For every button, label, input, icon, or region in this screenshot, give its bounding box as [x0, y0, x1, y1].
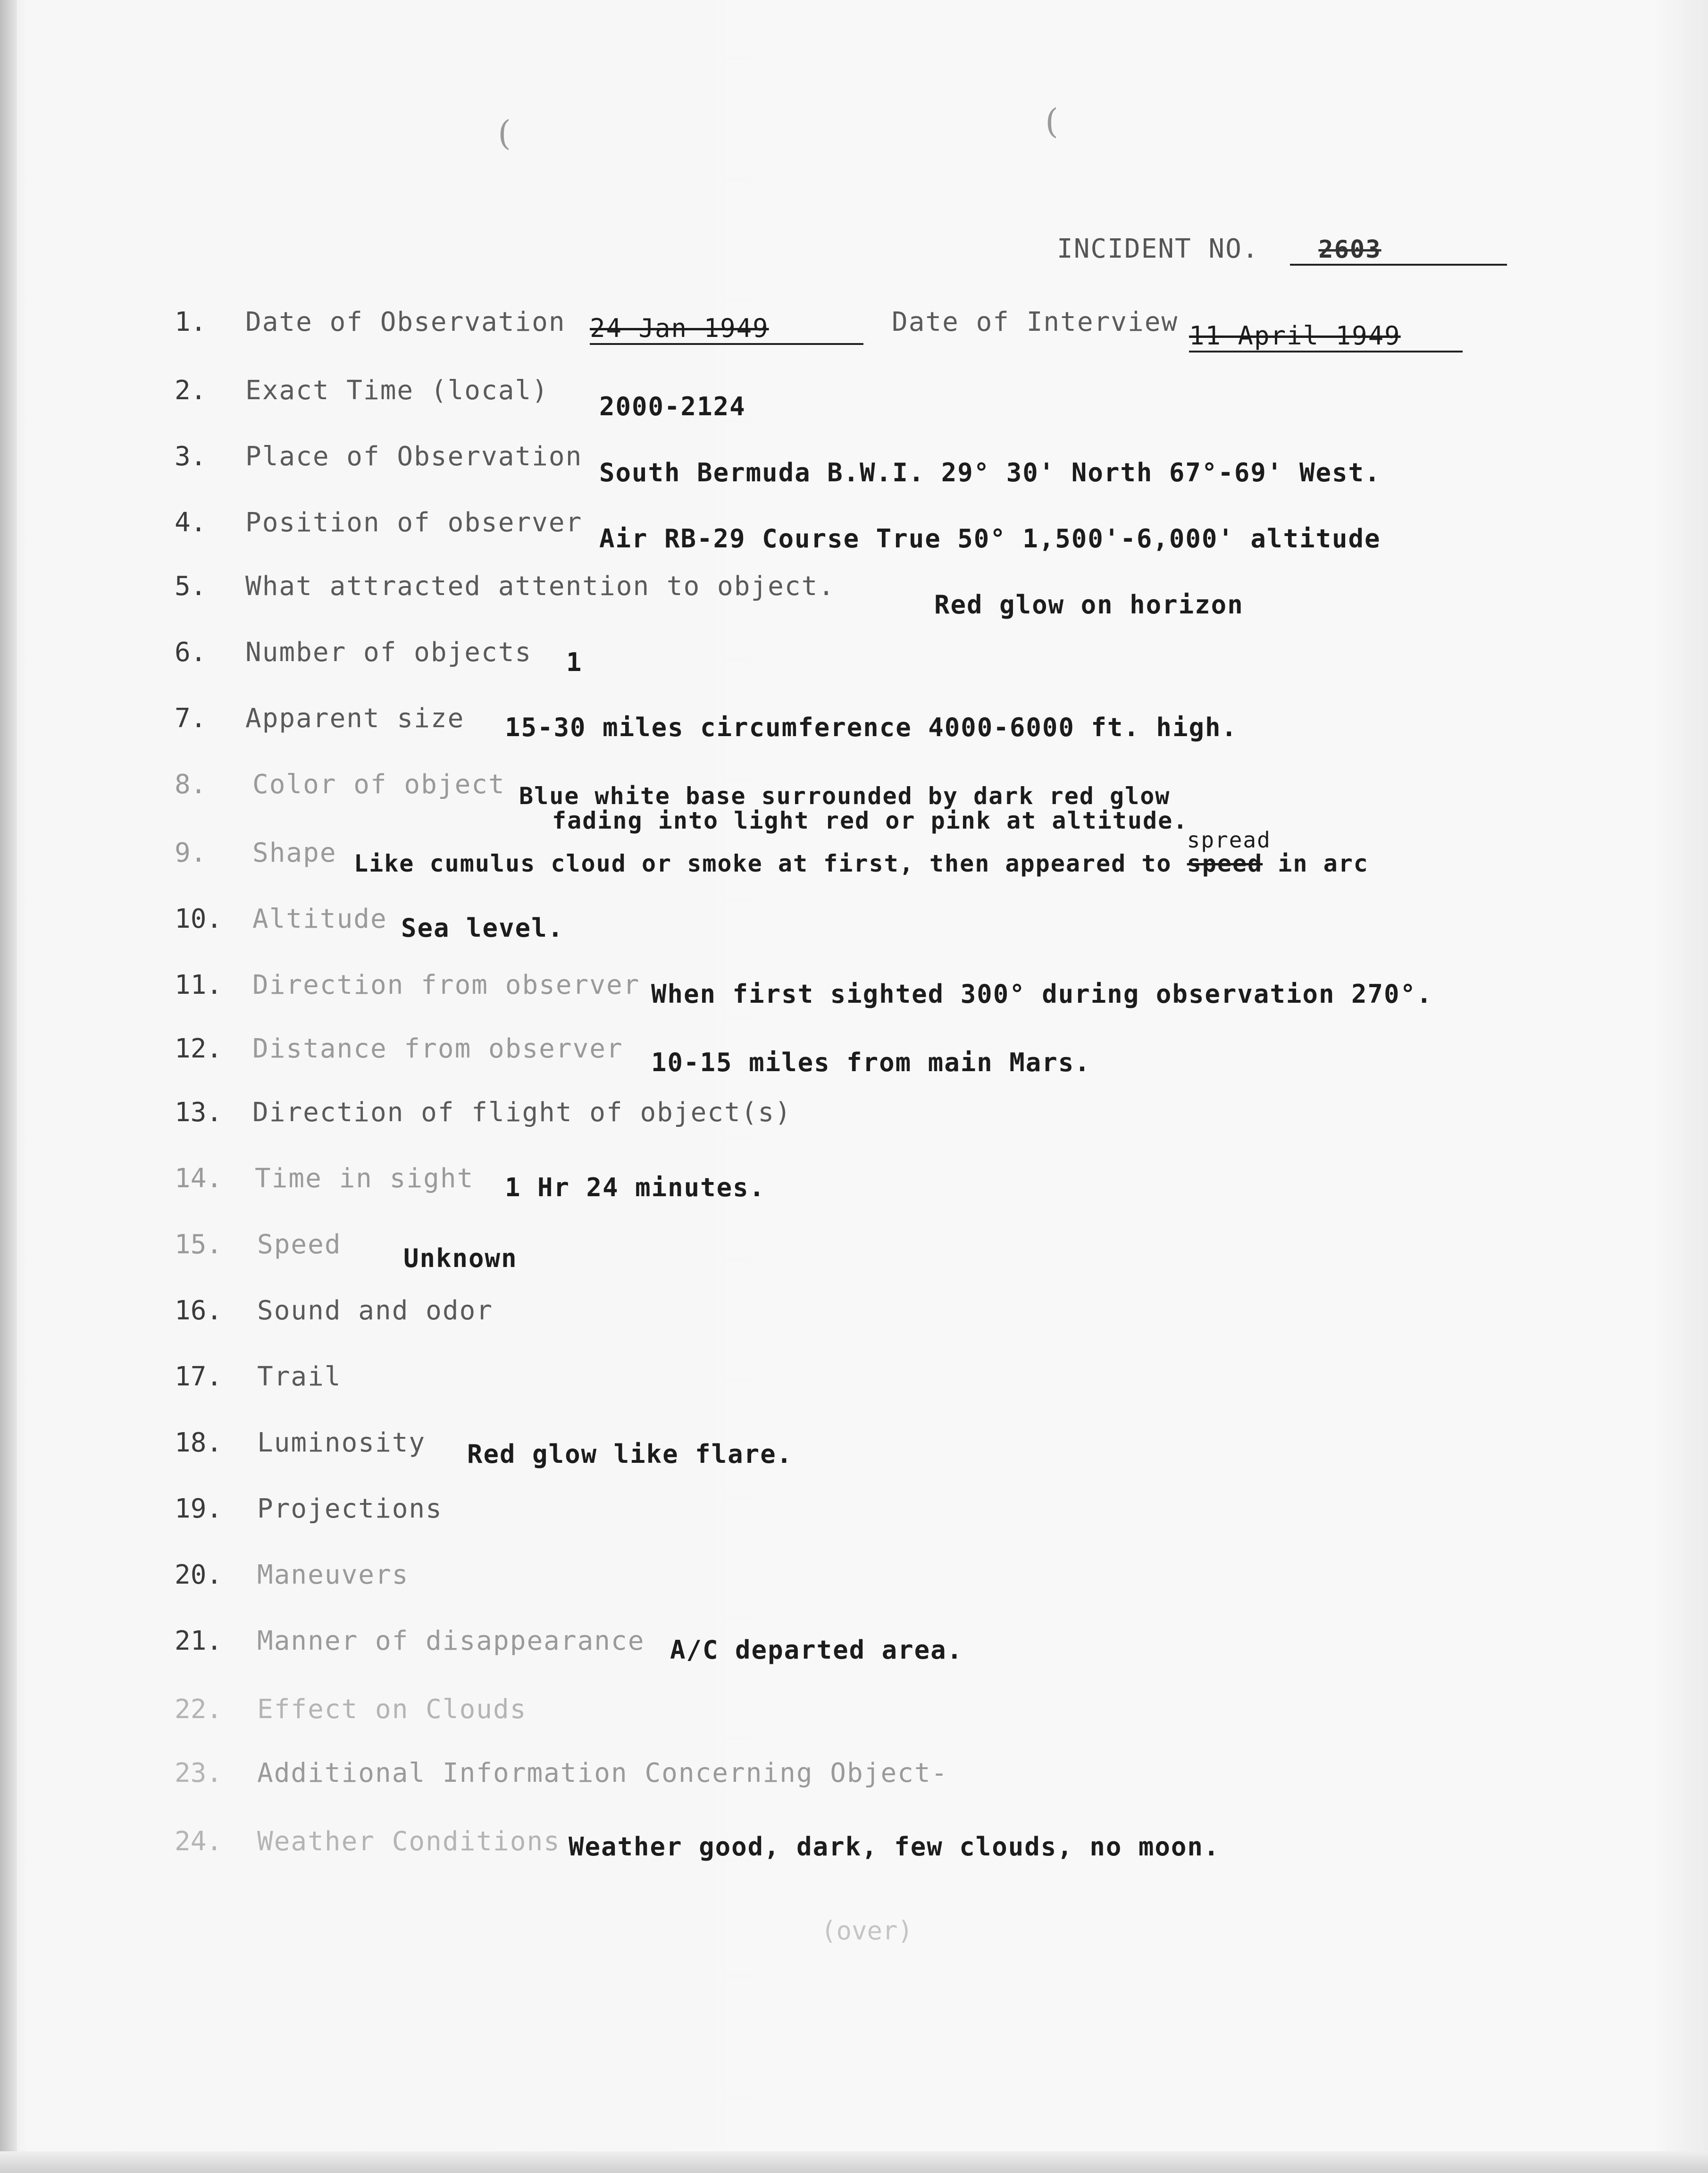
item-1-row [175, 307, 1675, 373]
apparent-size-value: 15-30 miles circumference 4000-6000 ft. high. [505, 713, 1238, 742]
item-number: 14. [175, 1163, 223, 1194]
item-label: Date of Observation [245, 307, 566, 337]
item-number: 15. [175, 1229, 223, 1260]
item-number: 10. [175, 904, 223, 934]
footer-over: (over) [821, 1916, 913, 1946]
item-label: Color of object [252, 769, 505, 800]
item-label: Projections [257, 1493, 443, 1524]
item-label: Number of objects [245, 637, 532, 668]
item-number: 3. [175, 441, 207, 472]
item-11-row [175, 970, 1675, 1036]
observation-date-value: 24 Jan 1949 [590, 313, 863, 345]
item-12-row [175, 1033, 1675, 1099]
shape-value-end: in arc [1278, 850, 1369, 877]
item-label: Place of Observation [245, 441, 583, 472]
color-value: Blue white base surrounded by dark red glow [519, 782, 1171, 810]
item-22-row [175, 1694, 1675, 1760]
item-number: 20. [175, 1560, 223, 1590]
item-number: 6. [175, 637, 207, 668]
item-number: 5. [175, 571, 207, 602]
item-15-row [175, 1229, 1675, 1295]
item-number: 7. [175, 703, 207, 734]
shape-value-text: Like cumulus cloud or smoke at first, then appeared to [354, 850, 1172, 877]
item-label: Sound and odor [257, 1295, 494, 1326]
item-label: Luminosity [257, 1427, 426, 1458]
distance-value: 10-15 miles from main Mars. [651, 1048, 1091, 1077]
item-number: 17. [175, 1361, 223, 1392]
incident-number-value: 2603 [1290, 235, 1507, 266]
item-label: Trail [257, 1361, 342, 1392]
item-4-row [175, 507, 1675, 573]
item-label: Altitude [252, 904, 387, 934]
page-edge-bottom [0, 2151, 1708, 2173]
weather-value: Weather good, dark, few clouds, no moon. [569, 1832, 1220, 1862]
item-number: 12. [175, 1033, 223, 1064]
item-label: What attracted attention to object. [245, 571, 836, 602]
item-19-row [175, 1493, 1675, 1560]
shape-correction: spread [1187, 827, 1271, 853]
item-label: Position of observer [245, 507, 583, 538]
disappearance-value: A/C departed area. [670, 1635, 963, 1665]
punch-hole-mark-left: ( [498, 113, 511, 153]
item-label: Weather Conditions [257, 1826, 561, 1857]
item-label: Apparent size [245, 703, 465, 734]
item-number: 2. [175, 375, 207, 406]
color-value-continued: fading into light red or pink at altitude. [552, 807, 1189, 834]
item-label: Additional Information Concerning Object- [257, 1758, 948, 1788]
item-7-row [175, 703, 1675, 769]
page-edge-left [0, 0, 17, 2173]
attention-value: Red glow on horizon [934, 590, 1244, 620]
item-20-row [175, 1560, 1675, 1626]
item-label: Direction of flight of object(s) [252, 1097, 792, 1128]
item-number: 1. [175, 307, 207, 337]
item-16-row [175, 1295, 1675, 1361]
item-number: 22. [175, 1694, 223, 1725]
item-label: Direction from observer [252, 970, 640, 1000]
item-number: 23. [175, 1758, 223, 1788]
position-value: Air RB-29 Course True 50° 1,500'-6,000' altitude [599, 524, 1381, 554]
place-value: South Bermuda B.W.I. 29° 30' North 67°-69' West. [599, 458, 1381, 487]
item-21-row [175, 1626, 1675, 1692]
item-label: Effect on Clouds [257, 1694, 527, 1725]
shape-struck-word: speed [1187, 850, 1263, 877]
item-label: Maneuvers [257, 1560, 409, 1590]
item-number: 18. [175, 1427, 223, 1458]
item-8-row [175, 769, 1675, 835]
item-13-row [175, 1097, 1675, 1163]
item-23-row [175, 1758, 1675, 1824]
item-3-row [175, 441, 1675, 507]
shape-correction-group [1187, 827, 1271, 877]
item-label: Manner of disappearance [257, 1626, 645, 1656]
item-number: 21. [175, 1626, 223, 1656]
speed-value: Unknown [403, 1243, 518, 1273]
item-number: 11. [175, 970, 223, 1000]
item-2-row [175, 375, 1675, 441]
interview-date-label: Date of Interview [892, 307, 1179, 337]
item-number: 13. [175, 1097, 223, 1128]
item-24-row [175, 1826, 1675, 1892]
item-14-row [175, 1163, 1675, 1229]
item-9-row [175, 827, 1675, 904]
item-number: 9. [175, 838, 207, 868]
interview-date-value: 11 April 1949 [1189, 321, 1463, 352]
incident-number-label: INCIDENT NO. [1057, 234, 1259, 264]
item-10-row [175, 904, 1675, 970]
item-label: Distance from observer [252, 1033, 623, 1064]
item-number: 4. [175, 507, 207, 538]
item-label: Exact Time (local) [245, 375, 549, 406]
number-objects-value: 1 [566, 647, 583, 677]
item-label: Speed [257, 1229, 342, 1260]
item-number: 8. [175, 769, 207, 800]
item-number: 19. [175, 1493, 223, 1524]
exact-time-value: 2000-2124 [599, 392, 746, 421]
item-number: 16. [175, 1295, 223, 1326]
direction-value: When first sighted 300° during observation 270°. [651, 979, 1433, 1009]
altitude-value: Sea level. [401, 913, 564, 943]
item-18-row [175, 1427, 1675, 1493]
item-5-row [175, 571, 1675, 637]
item-6-row [175, 637, 1675, 703]
item-label: Shape [252, 838, 337, 868]
item-label: Time in sight [255, 1163, 474, 1194]
item-number: 24. [175, 1826, 223, 1857]
punch-hole-mark-right: ( [1045, 101, 1059, 141]
item-17-row [175, 1361, 1675, 1427]
luminosity-value: Red glow like flare. [467, 1439, 793, 1469]
incident-number-header [1057, 234, 1507, 266]
shape-value [354, 827, 1369, 877]
time-in-sight-value: 1 Hr 24 minutes. [505, 1173, 766, 1202]
